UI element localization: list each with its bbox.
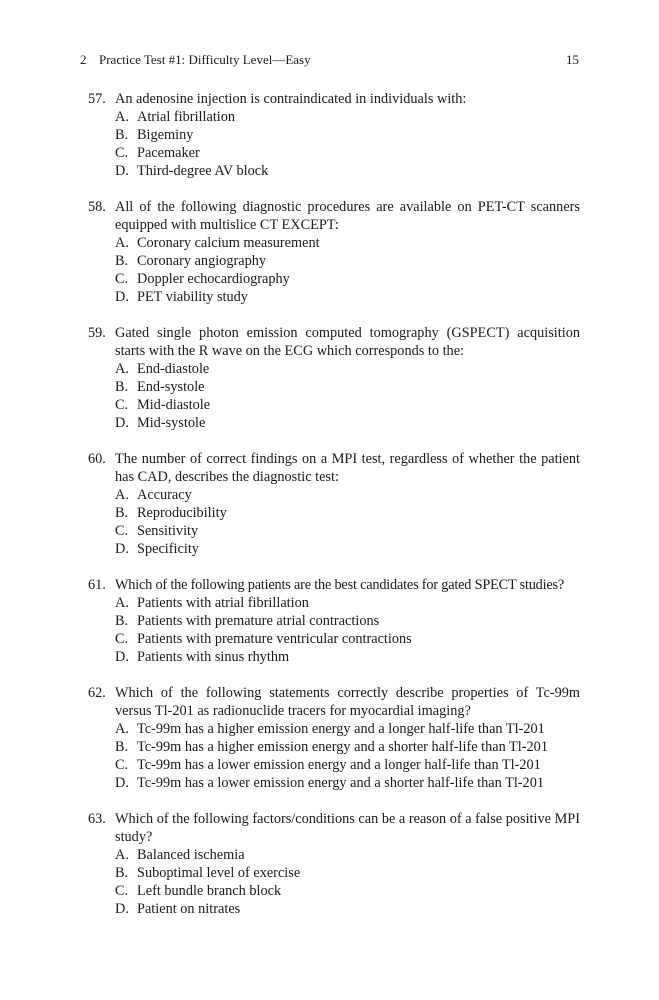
- answer-option: [115, 720, 580, 738]
- option-text: PET viability study: [137, 289, 248, 305]
- answer-option: [115, 234, 580, 252]
- option-letter: C.: [115, 271, 129, 287]
- chapter-title: Practice Test #1: Difficulty Level—Easy: [99, 52, 311, 67]
- option-text: End-systole: [137, 379, 205, 395]
- option-letter: D.: [115, 415, 129, 431]
- option-letter: B.: [115, 613, 129, 629]
- answer-option: [115, 864, 580, 882]
- answer-option: [115, 504, 580, 522]
- answer-option: [115, 108, 580, 126]
- option-letter: C.: [115, 883, 129, 899]
- option-text: Tc-99m has a lower emission energy and a longer half-life than Tl-201: [137, 757, 541, 773]
- option-text: Patient on nitrates: [137, 901, 241, 917]
- option-text: Pacemaker: [137, 145, 200, 161]
- question-63: [88, 810, 580, 918]
- option-letter: D.: [115, 901, 129, 917]
- option-text: End-diastole: [137, 361, 210, 377]
- option-letter: A.: [115, 847, 129, 863]
- answer-options: [115, 486, 580, 558]
- question-58: [88, 198, 580, 306]
- option-text: Balanced ischemia: [137, 847, 245, 863]
- option-letter: B.: [115, 127, 129, 143]
- option-text: Doppler echocardiography: [137, 271, 290, 287]
- answer-option: [115, 270, 580, 288]
- option-letter: D.: [115, 163, 129, 179]
- option-text: Reproducibility: [137, 505, 227, 521]
- answer-option: [115, 738, 580, 756]
- question-57: [88, 90, 580, 180]
- page-number: 15: [566, 52, 579, 67]
- option-letter: B.: [115, 865, 129, 881]
- answer-option: [115, 774, 580, 792]
- option-letter: A.: [115, 721, 129, 737]
- answer-options: [115, 234, 580, 306]
- answer-option: [115, 522, 580, 540]
- question-number: 59.: [88, 325, 106, 341]
- answer-options: [115, 360, 580, 432]
- answer-option: [115, 378, 580, 396]
- answer-option: [115, 414, 580, 432]
- answer-options: [115, 108, 580, 180]
- option-letter: C.: [115, 523, 129, 539]
- option-letter: B.: [115, 739, 129, 755]
- question-number: 58.: [88, 199, 106, 215]
- question-number: 61.: [88, 577, 106, 593]
- answer-options: [115, 594, 580, 666]
- question-text: Which of the following factors/conditions can be a reason of a false positive MPI study?: [115, 811, 580, 845]
- option-text: Mid-diastole: [137, 397, 211, 413]
- option-letter: C.: [115, 145, 129, 161]
- option-text: Patients with premature atrial contractions: [137, 613, 380, 629]
- option-letter: A.: [115, 235, 129, 251]
- question-number: 60.: [88, 451, 106, 467]
- option-letter: A.: [115, 361, 129, 377]
- option-letter: A.: [115, 487, 129, 503]
- question-text: All of the following diagnostic procedures are available on PET-CT scanners equipped with multislice CT EXCEPT:: [115, 199, 580, 233]
- option-text: Coronary calcium measurement: [137, 235, 320, 251]
- question-62: [88, 684, 580, 792]
- option-text: Patients with atrial fibrillation: [137, 595, 309, 611]
- option-letter: B.: [115, 253, 129, 269]
- option-text: Coronary angiography: [137, 253, 267, 269]
- answer-option: [115, 162, 580, 180]
- question-61: [88, 576, 580, 666]
- option-text: Sensitivity: [137, 523, 199, 539]
- option-text: Mid-systole: [137, 415, 206, 431]
- question-text: An adenosine injection is contraindicated in individuals with:: [115, 91, 467, 107]
- answer-option: [115, 396, 580, 414]
- option-text: Atrial fibrillation: [137, 109, 236, 125]
- question-60: [88, 450, 580, 558]
- answer-option: [115, 846, 580, 864]
- option-text: Specificity: [137, 541, 199, 557]
- answer-option: [115, 252, 580, 270]
- answer-option: [115, 360, 580, 378]
- question-text: Which of the following patients are the best candidates for gated SPECT studies?: [115, 577, 565, 593]
- option-letter: D.: [115, 775, 129, 791]
- question-text: The number of correct findings on a MPI test, regardless of whether the patient has CAD, describes the diagnostic test:: [115, 451, 580, 485]
- answer-option: [115, 288, 580, 306]
- option-letter: B.: [115, 379, 129, 395]
- option-text: Bigeminy: [137, 127, 194, 143]
- running-head: [80, 51, 579, 69]
- question-59: [88, 324, 580, 432]
- answer-options: [115, 720, 580, 792]
- answer-option: [115, 612, 580, 630]
- option-text: Tc-99m has a higher emission energy and a longer half-life than Tl-201: [137, 721, 545, 737]
- answer-option: [115, 630, 580, 648]
- question-text: Which of the following statements correctly describe properties of Tc-99m versus Tl-201 as radionuclide tracers for myocardial imaging?: [115, 685, 580, 719]
- option-text: Patients with premature ventricular contractions: [137, 631, 412, 647]
- question-number: 63.: [88, 811, 106, 827]
- question-number: 62.: [88, 685, 106, 701]
- option-letter: C.: [115, 397, 129, 413]
- answer-option: [115, 756, 580, 774]
- option-text: Suboptimal level of exercise: [137, 865, 301, 881]
- answer-option: [115, 144, 580, 162]
- option-letter: A.: [115, 595, 129, 611]
- option-letter: D.: [115, 649, 129, 665]
- option-text: Tc-99m has a lower emission energy and a shorter half-life than Tl-201: [137, 775, 545, 791]
- answer-option: [115, 882, 580, 900]
- option-letter: A.: [115, 109, 129, 125]
- answer-option: [115, 900, 580, 918]
- option-letter: D.: [115, 289, 129, 305]
- answer-options: [115, 846, 580, 918]
- option-text: Patients with sinus rhythm: [137, 649, 290, 665]
- answer-option: [115, 648, 580, 666]
- option-text: Tc-99m has a higher emission energy and a shorter half-life than Tl-201: [137, 739, 548, 755]
- option-letter: D.: [115, 541, 129, 557]
- question-number: 57.: [88, 91, 106, 107]
- question-list: [88, 90, 580, 936]
- answer-option: [115, 594, 580, 612]
- answer-option: [115, 540, 580, 558]
- option-letter: C.: [115, 631, 129, 647]
- option-text: Third-degree AV block: [137, 163, 269, 179]
- option-text: Accuracy: [137, 487, 192, 503]
- answer-option: [115, 486, 580, 504]
- option-text: Left bundle branch block: [137, 883, 282, 899]
- chapter-number: 2: [80, 52, 87, 67]
- option-letter: B.: [115, 505, 129, 521]
- answer-option: [115, 126, 580, 144]
- option-letter: C.: [115, 757, 129, 773]
- question-text: Gated single photon emission computed tomography (GSPECT) acquisition starts with the R wave on the ECG which corresponds to the:: [115, 325, 580, 359]
